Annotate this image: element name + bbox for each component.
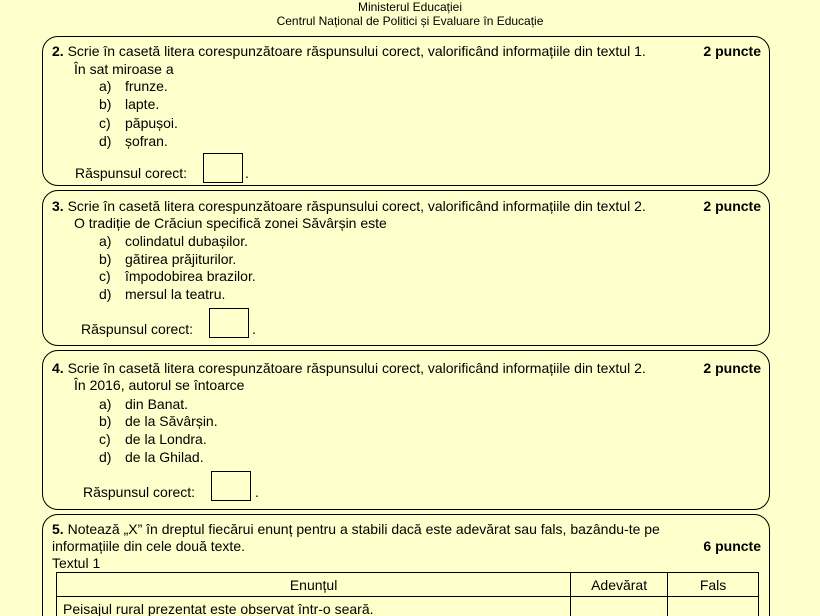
option-letter: a) — [99, 78, 112, 94]
question-5-instruction-line — [52, 521, 660, 538]
option-text: lapte. — [125, 96, 160, 112]
option-letter: d) — [99, 133, 112, 149]
section-label: Textul 1 — [52, 555, 101, 571]
option-text: de la Ghilad. — [125, 449, 204, 465]
question-number: 4. — [52, 360, 64, 376]
answer-period: . — [255, 484, 259, 500]
option-d — [99, 133, 168, 150]
answer-label: Răspunsul corect: — [83, 484, 196, 500]
answer-period: . — [252, 321, 256, 337]
option-d — [99, 449, 204, 466]
option-letter: b) — [99, 413, 112, 429]
false-mark-cell[interactable] — [668, 597, 759, 616]
option-b — [99, 413, 218, 430]
question-2-instruction-line — [52, 43, 646, 60]
option-c — [99, 268, 256, 285]
option-letter: b) — [99, 96, 112, 112]
question-number: 2. — [52, 43, 64, 59]
question-3-instruction-line — [52, 198, 646, 215]
column-header-true: Adevărat — [571, 573, 668, 597]
answer-box[interactable] — [211, 471, 251, 501]
option-text: frunze. — [125, 78, 168, 94]
question-instruction-continued: informațiile din cele două texte. — [52, 538, 245, 554]
question-number: 3. — [52, 198, 64, 214]
question-instruction: Scrie în casetă litera corespunzătoare răspunsului corect, valorificând informațiile din textul 1. — [67, 43, 646, 59]
question-5-box — [42, 514, 770, 616]
option-letter: d) — [99, 449, 112, 465]
option-letter: d) — [99, 286, 112, 302]
question-instruction: Scrie în casetă litera corespunzătoare răspunsului corect, valorificând informațiile din textul 2. — [67, 198, 646, 214]
question-4-box — [42, 350, 770, 510]
option-d — [99, 286, 225, 303]
ministry-name: Ministerul Educației — [357, 0, 463, 14]
question-instruction: Notează „X” în dreptul fiecărui enunț pentru a stabili dacă este adevărat sau fals, bazându-te pe — [67, 521, 660, 537]
option-letter: b) — [99, 251, 112, 267]
option-text: din Banat. — [125, 396, 189, 412]
option-text: șofran. — [125, 133, 168, 149]
question-2-box — [42, 36, 770, 186]
question-points: 2 puncte — [703, 198, 761, 214]
question-stem: În 2016, autorul se întoarce — [74, 377, 245, 393]
option-text: gătirea prăjiturilor. — [125, 251, 237, 267]
table-header-row — [57, 573, 759, 597]
question-points: 6 puncte — [703, 538, 761, 554]
option-letter: c) — [99, 268, 111, 284]
question-number: 5. — [52, 521, 64, 537]
option-c — [99, 115, 178, 132]
option-letter: c) — [99, 115, 111, 131]
question-stem: În sat miroase a — [74, 61, 174, 77]
question-points: 2 puncte — [703, 360, 761, 376]
option-text: păpușoi. — [125, 115, 178, 131]
option-a — [99, 233, 248, 250]
statement-cell: Peisajul rural prezentat este observat într-o seară. — [57, 597, 571, 616]
question-instruction: Scrie în casetă litera corespunzătoare răspunsului corect, valorificând informațiile din textul 2. — [67, 360, 646, 376]
option-letter: a) — [99, 233, 112, 249]
true-mark-cell[interactable] — [571, 597, 668, 616]
option-text: de la Săvârșin. — [125, 413, 218, 429]
option-text: de la Londra. — [125, 431, 207, 447]
question-stem: O tradiție de Crăciun specifică zonei Săvârșin este — [74, 215, 387, 231]
answer-label: Răspunsul corect: — [81, 321, 194, 337]
option-a — [99, 396, 188, 413]
option-letter: a) — [99, 396, 112, 412]
column-header-statement: Enunțul — [57, 573, 571, 597]
answer-label: Răspunsul corect: — [75, 165, 188, 181]
option-text: mersul la teatru. — [125, 286, 226, 302]
column-header-false: Fals — [668, 573, 759, 597]
option-b — [99, 251, 236, 268]
question-3-box — [42, 190, 770, 346]
answer-box[interactable] — [209, 308, 249, 338]
page-header — [0, 0, 820, 28]
table-row — [57, 597, 759, 616]
option-text: împodobirea brazilor. — [125, 268, 256, 284]
answer-box[interactable] — [203, 153, 243, 183]
option-b — [99, 96, 159, 113]
center-name: Centrul Național de Politici și Evaluare în Educație — [276, 14, 544, 28]
question-points: 2 puncte — [703, 43, 761, 59]
option-letter: c) — [99, 431, 111, 447]
option-c — [99, 431, 207, 448]
statements-table — [56, 572, 759, 616]
option-text: colindatul dubașilor. — [125, 233, 248, 249]
answer-period: . — [245, 165, 249, 181]
question-4-instruction-line — [52, 360, 646, 377]
option-a — [99, 78, 168, 95]
